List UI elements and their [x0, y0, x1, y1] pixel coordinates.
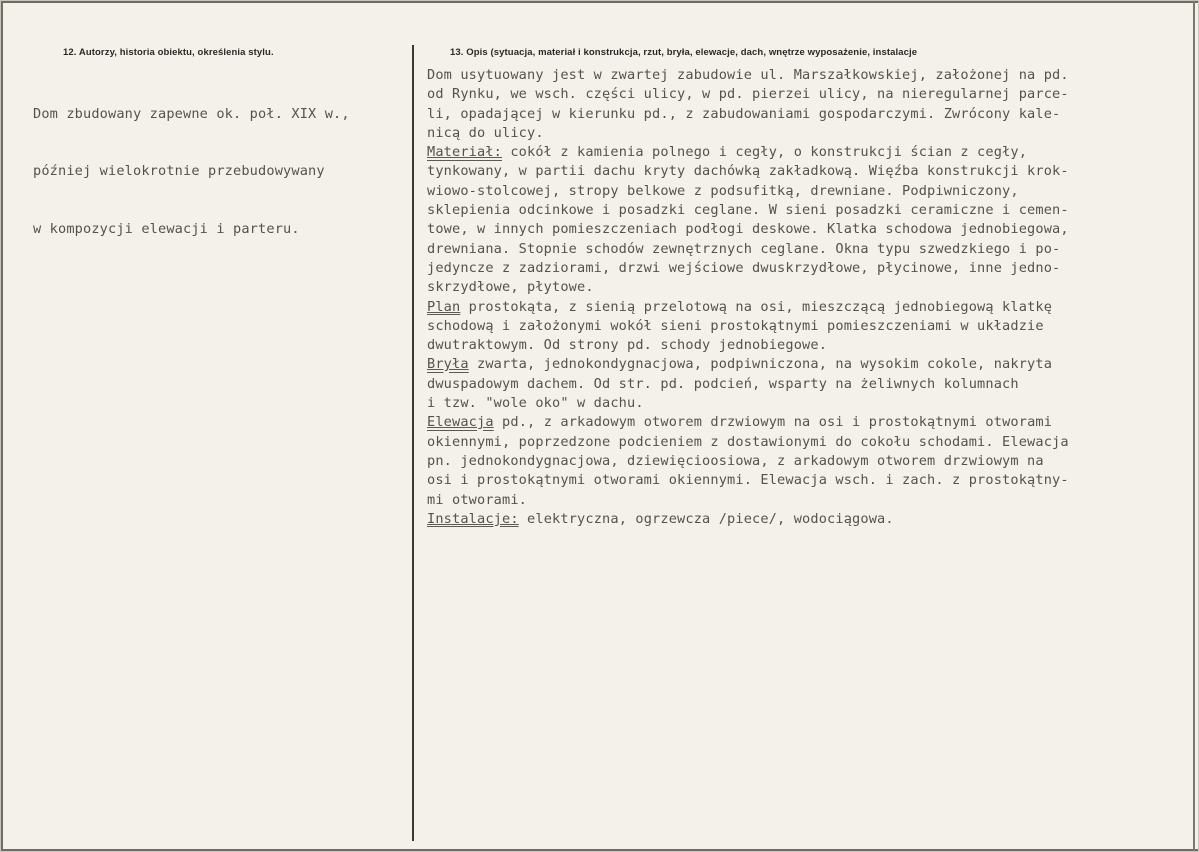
- section-13-line-text: li, opadającej w kierunku pd., z zabudowaniami gospodarczymi. Zwrócony kale-: [427, 105, 1061, 122]
- section-12-line: Dom zbudowany zapewne ok. poł. XIX w.,: [33, 105, 350, 122]
- section-12-text: [33, 66, 350, 278]
- section-13-line-text: nicą do ulicy.: [427, 124, 544, 141]
- section-13-line: [427, 220, 1069, 239]
- section-13-line-text: okiennymi, poprzedzone podcieniem z dostawionymi do cokołu schodami. Elewacja: [427, 433, 1069, 450]
- section-13-line: [427, 491, 1069, 510]
- section-13-line-text: elektryczna, ogrzewcza /piece/, wodociągowa.: [518, 510, 894, 527]
- section-13-line: [427, 201, 1069, 220]
- section-13-line: [427, 105, 1069, 124]
- section-13-line: [427, 143, 1069, 162]
- section-13-line-text: sklepienia odcinkowe i posadzki ceglane. W sieni posadzki ceramiczne i cemen-: [427, 202, 1069, 219]
- section-13-line-text: od Rynku, we wsch. części ulicy, w pd. pierzei ulicy, na nieregularnej parce-: [427, 86, 1069, 103]
- section-13-line: [427, 336, 1069, 355]
- section-13-line: [427, 66, 1069, 85]
- section-13-line: [427, 298, 1069, 317]
- section-13-line-text: zwarta, jednokondygnacjowa, podpiwniczona, na wysokim cokole, nakryta: [468, 356, 1053, 373]
- section-12-heading: 12. Autorzy, historia obiektu, określenia stylu.: [63, 47, 274, 58]
- section-13-line-text: jedyncze z zadziorami, drzwi wejściowe dwuskrzydłowe, płycinowe, inne jedno-: [427, 259, 1061, 276]
- section-13-line: [427, 162, 1069, 181]
- section-13-line: [427, 433, 1069, 452]
- section-13-line: [427, 510, 1069, 529]
- section-13-heading: 13. Opis (sytuacja, materiał i konstrukcja, rzut, bryła, elewacje, dach, wnętrze wyposażenie, instalacje: [450, 47, 918, 58]
- section-13-line-text: skrzydłowe, płytowe.: [427, 279, 594, 296]
- section-13-keyword: Elewacja: [427, 414, 494, 431]
- section-13-line: [427, 394, 1069, 413]
- section-13-line: [427, 317, 1069, 336]
- section-12-line: w kompozycji elewacji i parteru.: [33, 221, 300, 238]
- section-13-line: [427, 452, 1069, 471]
- section-13-line-text: osi i prostokątnymi otworami okiennymi. Elewacja wsch. i zach. z prostokątny-: [427, 472, 1069, 489]
- section-13-line-text: prostokąta, z sienią przelotową na osi, mieszczącą jednobiegową klatkę: [460, 298, 1053, 315]
- section-13-text: [427, 66, 1069, 529]
- section-13-line-text: Dom usytuowany jest w zwartej zabudowie ul. Marszałkowskiej, założonej na pd.: [427, 67, 1069, 83]
- section-13-line: [427, 355, 1069, 374]
- section-13-line: [427, 375, 1069, 394]
- section-13-line: [427, 124, 1069, 143]
- section-13-line-text: wiowo-stolcowej, stropy belkowe z podsufitką, drewniane. Podpiwniczony,: [427, 182, 1019, 199]
- section-13-line: [427, 85, 1069, 104]
- section-13-line-text: towe, w innych pomieszczeniach podłogi deskowe. Klatka schodowa jednobiegowa,: [427, 221, 1069, 238]
- section-13-line: [427, 278, 1069, 297]
- sheet-border-right: [1193, 1, 1195, 851]
- section-13-keyword: Bryła: [427, 356, 469, 373]
- section-13-line-text: dwutraktowym. Od strony pd. schody jednobiegowe.: [427, 337, 828, 354]
- section-13-keyword: Plan: [427, 298, 461, 315]
- section-13-line-text: tynkowany, w partii dachu kryty dachówką zakładkową. Więźba konstrukcji krok-: [427, 163, 1069, 180]
- sheet-border-bottom: [1, 849, 1198, 851]
- section-12-line: później wielokrotnie przebudowywany: [33, 163, 325, 180]
- section-13-line: [427, 240, 1069, 259]
- section-13-line-text: schodową i założonymi wokół sieni prostokątnymi pomieszczeniami w układzie: [427, 317, 1044, 334]
- section-13-line: [427, 259, 1069, 278]
- section-13-line-text: drewniana. Stopnie schodów zewnętrznych ceglane. Okna typu szwedzkiego i po-: [427, 240, 1061, 257]
- section-13-line-text: pd., z arkadowym otworem drzwiowym na osi i prostokątnymi otworami: [493, 414, 1053, 431]
- section-13-keyword: Instalacje:: [427, 510, 519, 527]
- section-13-line: [427, 413, 1069, 432]
- section-13-line-text: pn. jednokondygnacjowa, dziewięcioosiowa, z arkadowym otworem drzwiowym na: [427, 452, 1044, 469]
- section-13-line: [427, 471, 1069, 490]
- section-13-line-text: dwuspadowym dachem. Od str. pd. podcień, wsparty na żeliwnych kolumnach: [427, 375, 1019, 392]
- section-13-line-text: cokół z kamienia polnego i cegły, o konstrukcji ścian z cegły,: [502, 144, 1028, 161]
- section-13-line-text: mi otworami.: [427, 491, 528, 508]
- section-13-keyword: Materiał:: [427, 144, 503, 161]
- section-13-line-text: i tzw. "wole oko" w dachu.: [427, 395, 644, 412]
- column-divider: [412, 45, 414, 841]
- sheet-border-left: [1, 1, 3, 851]
- sheet-border-top: [1, 1, 1198, 3]
- section-13-line: [427, 182, 1069, 201]
